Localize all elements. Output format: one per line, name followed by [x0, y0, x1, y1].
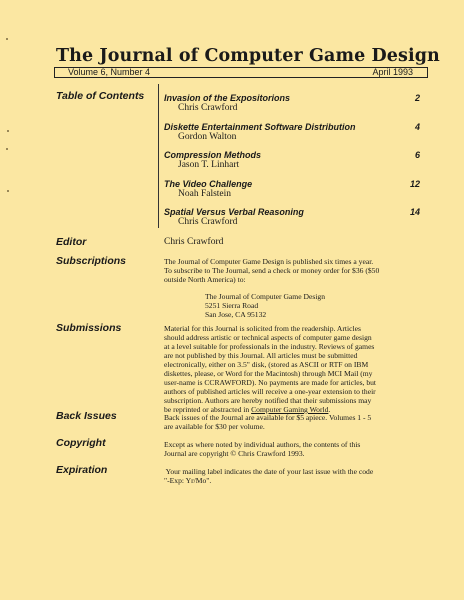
back-issues-heading: Back Issues	[56, 410, 117, 422]
toc-divider	[158, 84, 159, 228]
toc-entry-title: Diskette Entertainment Software Distribution	[164, 122, 356, 132]
issue-date: April 1993	[372, 67, 413, 77]
toc-entry-author: Jason T. Linhart	[178, 160, 240, 170]
text-line: Except as where noted by individual authors, the contents of this	[164, 440, 361, 449]
volume-number: Volume 6, Number 4	[68, 67, 151, 77]
text-line: Your mailing label indicates the date of your last issue with the code	[164, 467, 374, 476]
toc-entry-page: 6	[414, 150, 420, 160]
computer-gaming-world-link: Computer Gaming World	[251, 405, 329, 414]
submissions-heading: Submissions	[56, 322, 122, 334]
scan-specks	[6, 30, 10, 200]
toc-heading: Table of Contents	[56, 90, 145, 102]
toc-entry-page: 12	[409, 179, 420, 189]
subscriptions-text	[164, 257, 432, 284]
toc-entry[interactable]	[164, 150, 424, 170]
toc-entry-title: The Video Challenge	[164, 179, 253, 189]
text-line: subscription. Authors are hereby notified that their submissions may	[164, 396, 372, 405]
toc-entry-author: Noah Falstein	[178, 189, 232, 199]
address-line: San Jose, CA 95132	[205, 310, 267, 319]
subscriptions-heading: Subscriptions	[56, 255, 127, 267]
expiration-heading: Expiration	[56, 464, 108, 476]
toc-entry-author: Chris Crawford	[178, 217, 238, 227]
text-line: Back issues of the Journal are available for $5 apiece. Volumes 1 - 5	[164, 413, 372, 422]
text-line: diskettes, please, or Word for the Macintosh) through MCI Mail (my	[164, 369, 373, 378]
toc-entry[interactable]	[164, 179, 424, 199]
submissions-text	[164, 324, 432, 414]
text-line: are not published by this Journal. All articles must be submitted	[164, 351, 358, 360]
text-line: authors of published articles will receive a one-year extension to their	[164, 387, 376, 396]
address-line: The Journal of Computer Game Design	[205, 292, 325, 301]
text-line: Journal are copyright © Chris Crawford 1993.	[164, 449, 305, 458]
toc-entry-author: Gordon Walton	[178, 132, 237, 142]
toc-entry-page: 4	[414, 122, 420, 132]
text-fragment: .	[328, 405, 331, 414]
text-line: at a level suitable for professionals in the industry. Reviews of games	[164, 342, 375, 351]
text-line: Material for this Journal is solicited from the readership. Articles	[164, 324, 361, 333]
expiration-text	[164, 467, 432, 485]
toc-entry[interactable]	[164, 93, 424, 113]
toc-entry[interactable]	[164, 207, 424, 227]
journal-title: The Journal of Computer Game Design	[56, 46, 440, 66]
text-line: user-name is CCRAWFORD). No payments are made for articles, but	[164, 378, 377, 387]
toc-entry-author: Chris Crawford	[178, 103, 238, 113]
text-line: The Journal of Computer Game Design is published six times a year.	[164, 257, 374, 266]
toc-entry-title: Spatial Versus Verbal Reasoning	[164, 207, 304, 217]
text-line: should address artistic or technical aspects of computer game design	[164, 333, 372, 342]
copyright-heading: Copyright	[56, 437, 106, 449]
toc-entry-page: 2	[414, 93, 420, 103]
copyright-text	[164, 440, 432, 458]
text-line: electronically, either on 3.5" disk, (stored as ASCII or RTF on IBM	[164, 360, 369, 369]
address-line: 5251 Sierra Road	[205, 301, 259, 310]
toc-entry-page: 14	[409, 207, 420, 217]
text-fragment: be reprinted or abstracted in	[164, 405, 252, 414]
text-line: outside North America) to:	[164, 275, 246, 284]
editor-name: Chris Crawford	[164, 237, 224, 247]
toc-entry[interactable]	[164, 122, 424, 142]
text-line: are available for $30 per volume.	[164, 422, 265, 431]
text-line: "-Exp: Yr/Mo".	[164, 476, 212, 485]
issue-bar	[54, 67, 428, 78]
mailing-address	[205, 292, 325, 319]
text-line: To subscribe to The Journal, send a check or money order for $36 ($50	[164, 266, 380, 275]
back-issues-text	[164, 413, 432, 431]
toc-entry-title: Compression Methods	[164, 150, 262, 160]
toc-entry-title: Invasion of the Expositorions	[164, 93, 291, 103]
editor-heading: Editor	[56, 236, 87, 248]
